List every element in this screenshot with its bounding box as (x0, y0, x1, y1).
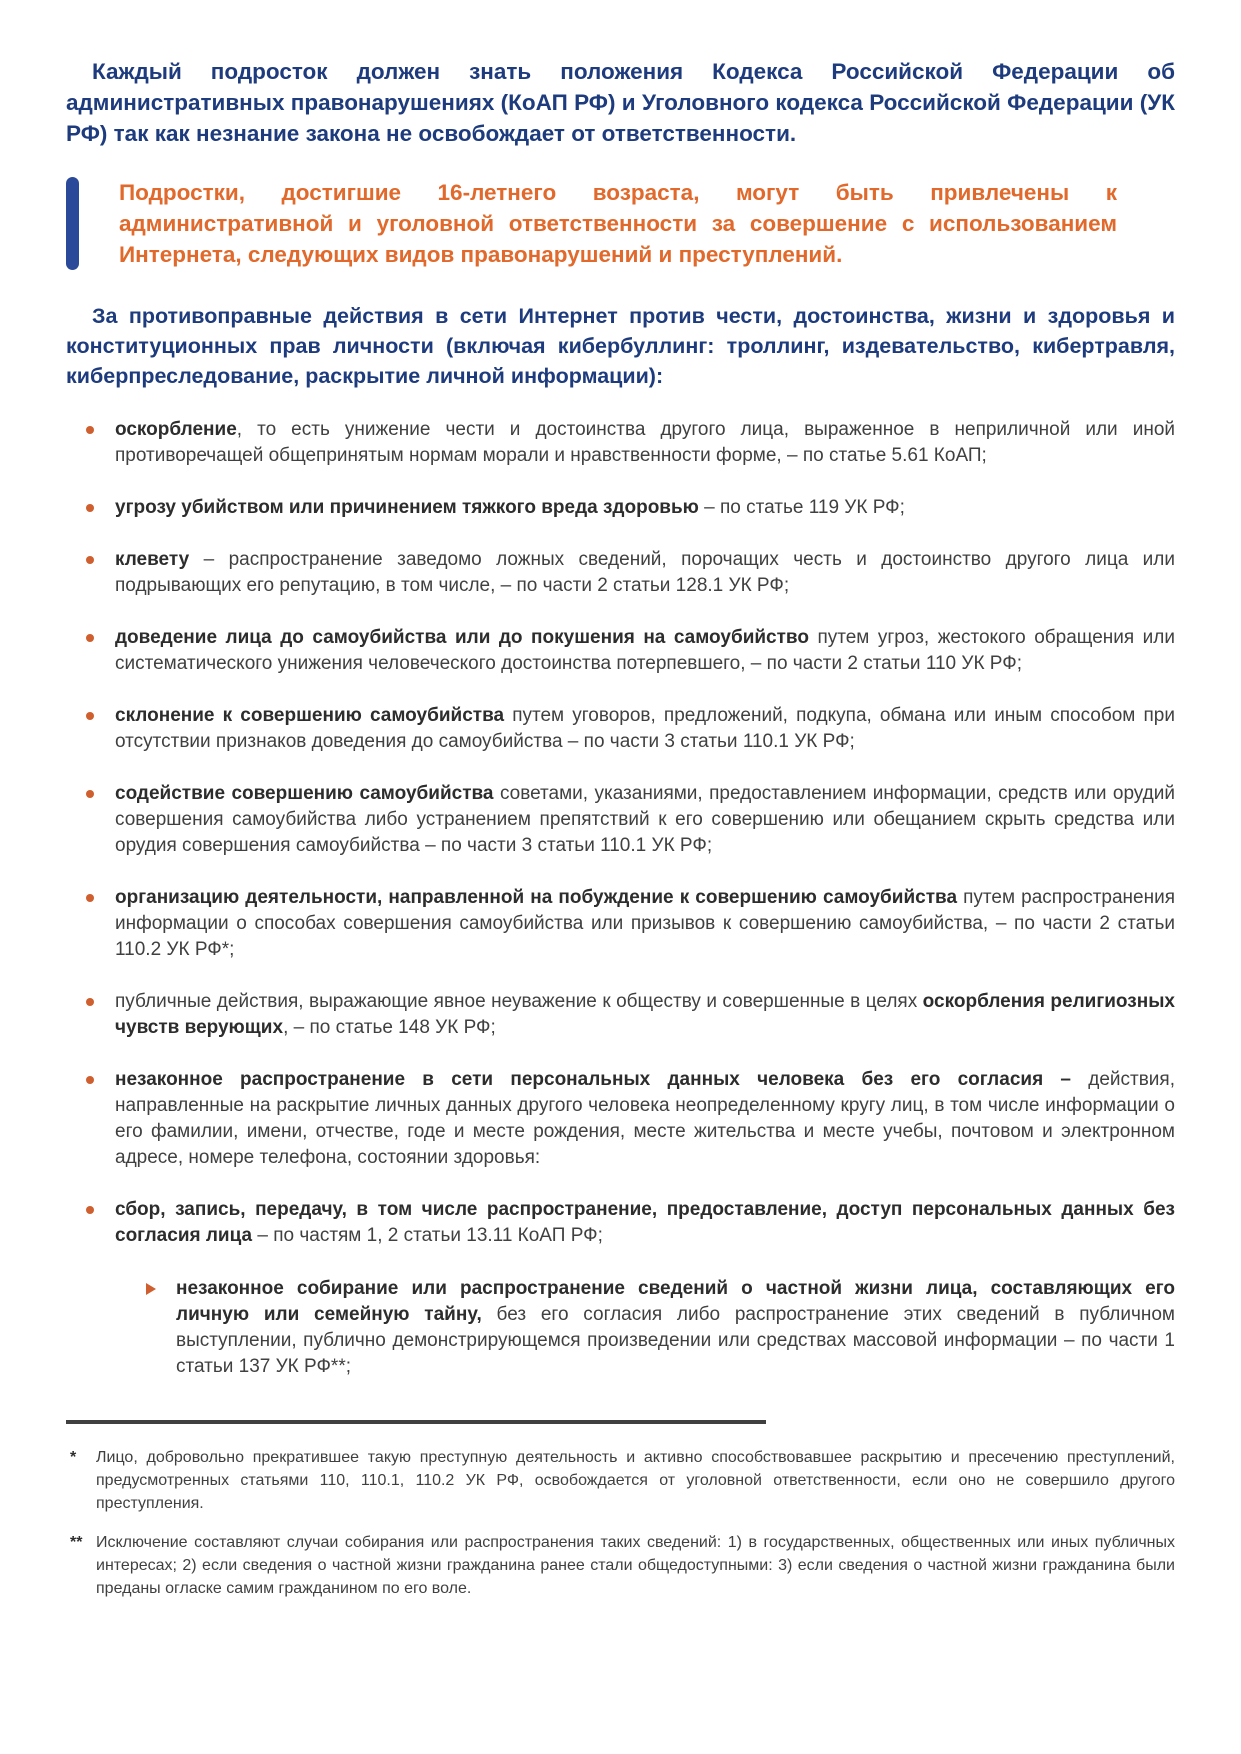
footnote-2-marker: ** (70, 1534, 83, 1551)
list-item (66, 781, 1175, 859)
sub-item-term: незаконное собирание или распространение сведений о частной жизни лица, составляющих его личную или семейную тайну, (176, 1278, 1175, 1325)
list-item-text: путем уговоров, предложений, подкупа, обмана или иным способом при отсутствии признаков доведения до самоубийства – по части 3 статьи 110.1 УК РФ; (115, 705, 1175, 752)
bullet-icon (86, 504, 94, 512)
list-item-term: склонение к совершению самоубийства (115, 705, 505, 726)
list-item-text: – по частям 1, 2 статьи 13.11 КоАП РФ; (252, 1225, 603, 1246)
list-item-text: путем распространения информации о способах совершения самоубийства или призывов к совершению самоубийства, – по части 2 статьи 110.2 УК РФ*; (115, 887, 1175, 960)
list-item-text: , – по статье 148 УК РФ; (283, 1017, 496, 1038)
list-item (66, 417, 1175, 469)
list-item-pre: публичные действия, выражающие явное неуважение к обществу и совершенные в целях (115, 991, 923, 1012)
list-item (66, 1197, 1175, 1249)
list-item-term: доведение лица до самоубийства или до покушения на самоубийство (115, 627, 809, 648)
list-item-term: организацию деятельности, направленной на побуждение к совершению самоубийства (115, 887, 958, 908)
bullet-icon (86, 556, 94, 564)
list-item-term: незаконное распространение в сети персональных данных человека без его согласия – (115, 1069, 1071, 1090)
list-item (66, 547, 1175, 599)
footnote-2-text: Исключение составляют случаи собирания или распространения таких сведений: 1) в государственных, общественных или иных публичных интересах; 2) если сведения о частной жизни гражданина ранее стали общедоступными: 3) если сведения о частной жизни гражданина были преданы огласке самим гражданином по его воле. (96, 1534, 1175, 1597)
triangle-bullet-icon (146, 1283, 156, 1295)
sub-list-item (66, 1276, 1175, 1380)
list-item-text: путем угроз, жестокого обращения или систематического унижения человеческого достоинства потерпевшего, – по части 2 статьи 110 УК РФ; (115, 627, 1175, 674)
intro-paragraph: За противоправные действия в сети Интернет против чести, достоинства, жизни и здоровья и конституционных прав личности (включая кибербуллинг: троллинг, издевательство, кибертравля, киберпреследование, раскрытие личной информации): (66, 304, 1175, 388)
list-item-term: клевету (115, 549, 190, 570)
list-item (66, 1067, 1175, 1171)
list-item-text: действия, направленные на раскрытие личных данных другого человека неопределенному кругу лиц, в том числе информации о его фамилии, имени, отчестве, годе и месте рождения, месте жительства и месте учебы, почтовом и электронном адресе, номере телефона, состоянии здоровья: (115, 1069, 1175, 1168)
list-item (66, 989, 1175, 1041)
footnote-1-text: Лицо, добровольно прекратившее такую преступную деятельность и активно способствовавшее раскрытию и пресечению преступлений, предусмотренных статьями 110, 110.1, 110.2 УК РФ, освобождается от уголовной ответственности, если оно не совершило другого преступления. (96, 1449, 1175, 1512)
footnote-divider (66, 1420, 766, 1424)
list-item-term: оскорбление (115, 419, 237, 440)
offense-list (66, 417, 1175, 1249)
list-item-term: оскорбления религиозных чувств верующих (115, 991, 1175, 1038)
footnote-1-marker: * (70, 1449, 77, 1466)
callout-text: Подростки, достигшие 16-летнего возраста, могут быть привлечены к административной и уголовной ответственности за совершение с использованием Интернета, следующих видов правонарушений и преступлений. (119, 180, 1117, 267)
list-item-text: советами, указаниями, предоставлением информации, средств или орудий совершения самоубийства либо устранением препятствий к его совершению или обещанием скрыть средства или орудия совершения самоубийства – по части 3 статьи 110.1 УК РФ; (115, 783, 1175, 856)
list-item-text: – по статье 119 УК РФ; (698, 497, 905, 518)
list-item (66, 703, 1175, 755)
bullet-icon (86, 894, 94, 902)
accent-bar (66, 177, 79, 270)
bullet-icon (86, 712, 94, 720)
list-item-term: сбор, запись, передачу, в том числе распространение, предоставление, доступ персональных данных без согласия лица (115, 1199, 1175, 1246)
list-item-term: угрозу убийством или причинением тяжкого вреда здоровью (115, 497, 699, 518)
callout-block (66, 177, 1117, 270)
list-item-text: – распространение заведомо ложных сведений, порочащих честь и достоинство другого лица или подрывающих его репутацию, в том числе, – по части 2 статьи 128.1 УК РФ; (115, 549, 1175, 596)
footnote-1 (66, 1446, 1175, 1515)
bullet-icon (86, 790, 94, 798)
bullet-icon (86, 998, 94, 1006)
footnote-2 (66, 1531, 1175, 1600)
list-item (66, 495, 1175, 521)
bullet-icon (86, 1206, 94, 1214)
main-heading: Каждый подросток должен знать положения Кодекса Российской Федерации об административных правонарушениях (КоАП РФ) и Уголовного кодекса Российской Федерации (УК РФ) так как незнание закона не освобождает от ответственности. (66, 59, 1175, 146)
bullet-icon (86, 1076, 94, 1084)
list-item (66, 885, 1175, 963)
bullet-icon (86, 634, 94, 642)
sub-item-text: без его согласия либо распространение этих сведений в публичном выступлении, публично демонстрирующемся произведении или средствах массовой информации – по части 1 статьи 137 УК РФ**; (176, 1304, 1175, 1377)
list-item-text: , то есть унижение чести и достоинства другого лица, выраженное в неприличной или иной противоречащей общепринятым нормам морали и нравственности форме, – по статье 5.61 КоАП; (115, 419, 1175, 466)
list-item (66, 625, 1175, 677)
bullet-icon (86, 426, 94, 434)
list-item-term: содействие совершению самоубийства (115, 783, 494, 804)
